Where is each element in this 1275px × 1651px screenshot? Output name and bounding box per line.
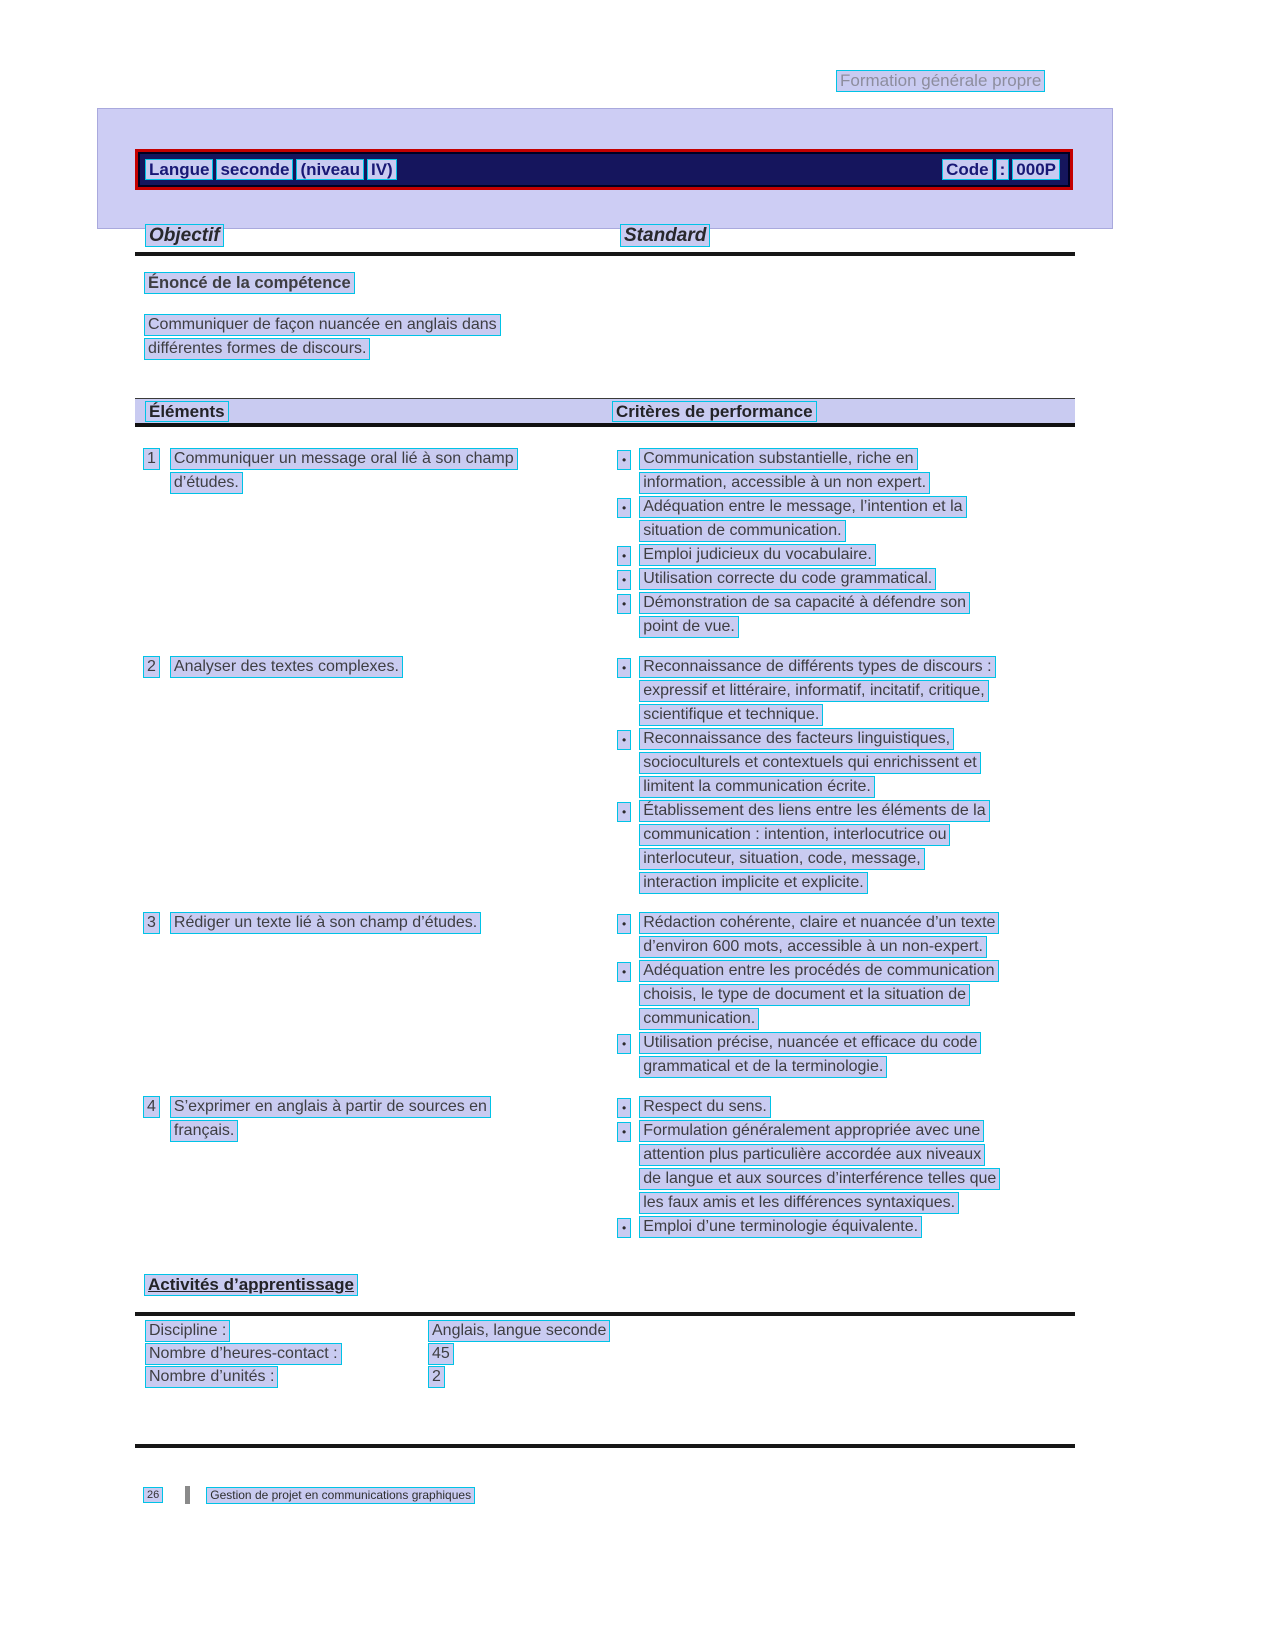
table-rows [135,448,1075,1256]
bullet-icon: • [617,594,631,614]
element-text [170,1096,491,1144]
criteria-text [639,544,876,568]
table-row [135,448,1075,640]
bullet-icon: • [617,1218,631,1238]
course-title-bar [135,149,1073,190]
field-value: Anglais, langue seconde [428,1320,610,1342]
element-cell [135,1096,609,1240]
criteria-text [639,1216,922,1240]
bullet-icon: • [617,546,631,566]
text-line: Emploi d’une terminologie équivalente. [639,1216,922,1238]
standard-header: Standard [620,224,710,247]
criteria-item [617,960,1075,1032]
criteria-item [617,448,1075,496]
text-line: grammatical et de la terminologie. [639,1056,887,1078]
title-word: Langue [145,159,213,180]
text-line: Utilisation correcte du code grammatical. [639,568,936,590]
criteria-item [617,1096,1075,1120]
element-number: 4 [143,1096,160,1118]
criteria-text [639,592,970,640]
text-line: communication. [639,1008,759,1030]
text-line: Reconnaissance de différents types de discours : [639,656,995,678]
criteria-item [617,496,1075,544]
element-cell [135,656,609,896]
bullet-icon: • [617,498,631,518]
text-line: situation de communication. [639,520,845,542]
criteria-text [639,656,995,728]
course-header-box [97,108,1113,229]
table-header-row [135,398,1075,427]
element-cell [135,448,609,640]
text-line: Adéquation entre les procédés de communication [639,960,998,982]
criteria-cell [609,912,1075,1080]
bullet-icon: • [617,450,631,470]
criteria-item [617,544,1075,568]
text-line: Rédaction cohérente, claire et nuancée d’un texte [639,912,999,934]
criteria-item [617,656,1075,728]
criteria-text [639,448,930,496]
horizontal-rule-bottom [135,1444,1075,1448]
table-row [135,912,1075,1080]
competence-heading: Énoncé de la compétence [144,272,355,294]
bullet-icon: • [617,570,631,590]
field-label: Nombre d’heures-contact : [145,1343,342,1365]
competence-section [135,272,1075,294]
text-line: choisis, le type de document et la situation de [639,984,970,1006]
footer-divider-bar [185,1486,190,1504]
criteria-item [617,568,1075,592]
horizontal-rule-top [135,252,1075,256]
page-footer [135,1486,1075,1504]
text-line: interlocuteur, situation, code, message, [639,848,925,870]
field-row [135,1320,1075,1343]
criteria-item [617,800,1075,896]
field-value: 2 [428,1366,445,1388]
text-line: différentes formes de discours. [144,338,370,360]
objectif-header: Objectif [145,224,224,247]
bullet-icon: • [617,658,631,678]
page-number: 26 [143,1487,163,1503]
element-cell [135,912,609,1080]
page-category-label: Formation générale propre [836,70,1045,92]
text-line: Formulation généralement appropriée avec une [639,1120,984,1142]
bullet-icon: • [617,1034,631,1054]
text-line: S’exprimer en anglais à partir de sources en [170,1096,491,1118]
element-text [170,656,403,680]
criteria-cell [609,1096,1075,1240]
criteria-text [639,496,966,544]
criteria-item [617,1120,1075,1216]
text-line: Reconnaissance des facteurs linguistiques, [639,728,954,750]
text-line: limitent la communication écrite. [639,776,875,798]
text-line: Respect du sens. [639,1096,771,1118]
criteria-text [639,960,998,1032]
bullet-icon: • [617,962,631,982]
text-line: scientifique et technique. [639,704,823,726]
code-word: : [996,159,1010,180]
text-line: attention plus particulière accordée aux niveaux [639,1144,985,1166]
elements-header: Éléments [145,401,229,422]
text-line: communication : intention, interlocutrice ou [639,824,950,846]
element-number: 2 [143,656,160,678]
criteria-item [617,728,1075,800]
section-headers-row [135,224,1075,252]
element-text [170,448,518,496]
element-number: 1 [143,448,160,470]
criteria-text [639,568,936,592]
criteria-text [639,728,981,800]
title-word: seconde [216,159,293,180]
course-title [145,159,400,180]
bullet-icon: • [617,1122,631,1142]
field-label: Discipline : [145,1320,230,1342]
field-row [135,1366,1075,1389]
text-line: Communiquer un message oral lié à son champ [170,448,518,470]
horizontal-rule-activities [135,1312,1075,1316]
text-line: d’environ 600 mots, accessible à un non-expert. [639,936,987,958]
text-line: Adéquation entre le message, l’intention et la [639,496,966,518]
criteria-item [617,912,1075,960]
text-line: Établissement des liens entre les éléments de la [639,800,989,822]
table-row [135,1096,1075,1240]
bullet-icon: • [617,1098,631,1118]
activity-fields [135,1320,1075,1389]
element-number: 3 [143,912,160,934]
bullet-icon: • [617,914,631,934]
criteria-text [639,1120,1000,1216]
criteria-text [639,912,999,960]
code-word: 000P [1012,159,1060,180]
title-word: IV) [367,159,397,180]
criteria-header: Critères de performance [612,401,817,422]
text-line: Rédiger un texte lié à son champ d’études. [170,912,481,934]
text-line: d’études. [170,472,243,494]
text-line: socioculturels et contextuels qui enrichissent et [639,752,981,774]
text-line: Communiquer de façon nuancée en anglais dans [144,314,501,336]
table-row [135,656,1075,896]
criteria-item [617,592,1075,640]
bullet-icon: • [617,802,631,822]
title-word: (niveau [296,159,364,180]
text-line: Démonstration de sa capacité à défendre son [639,592,970,614]
criteria-item [617,1032,1075,1080]
text-line: Analyser des textes complexes. [170,656,403,678]
criteria-text [639,1032,981,1080]
field-label: Nombre d’unités : [145,1366,278,1388]
text-line: de langue et aux sources d’interférence telles que [639,1168,1000,1190]
activities-heading: Activités d’apprentissage [144,1274,358,1296]
text-line: Communication substantielle, riche en [639,448,917,470]
text-line: Utilisation précise, nuancée et efficace du code [639,1032,981,1054]
criteria-cell [609,448,1075,640]
text-line: expressif et littéraire, informatif, incitatif, critique, [639,680,988,702]
criteria-text [639,1096,771,1120]
text-line: information, accessible à un non expert. [639,472,930,494]
course-code [942,159,1063,180]
text-line: Emploi judicieux du vocabulaire. [639,544,876,566]
field-value: 45 [428,1343,454,1365]
criteria-item [617,1216,1075,1240]
text-line: français. [170,1120,238,1142]
text-line: interaction implicite et explicite. [639,872,868,894]
criteria-cell [609,656,1075,896]
activities-section [135,1274,1075,1296]
text-line: point de vue. [639,616,739,638]
bullet-icon: • [617,730,631,750]
criteria-text [639,800,989,896]
element-text [170,912,481,936]
text-line: les faux amis et les différences syntaxiques. [639,1192,959,1214]
competence-text [135,314,1075,362]
field-row [135,1343,1075,1366]
code-word: Code [942,159,993,180]
footer-text: Gestion de projet en communications graphiques [206,1487,475,1504]
